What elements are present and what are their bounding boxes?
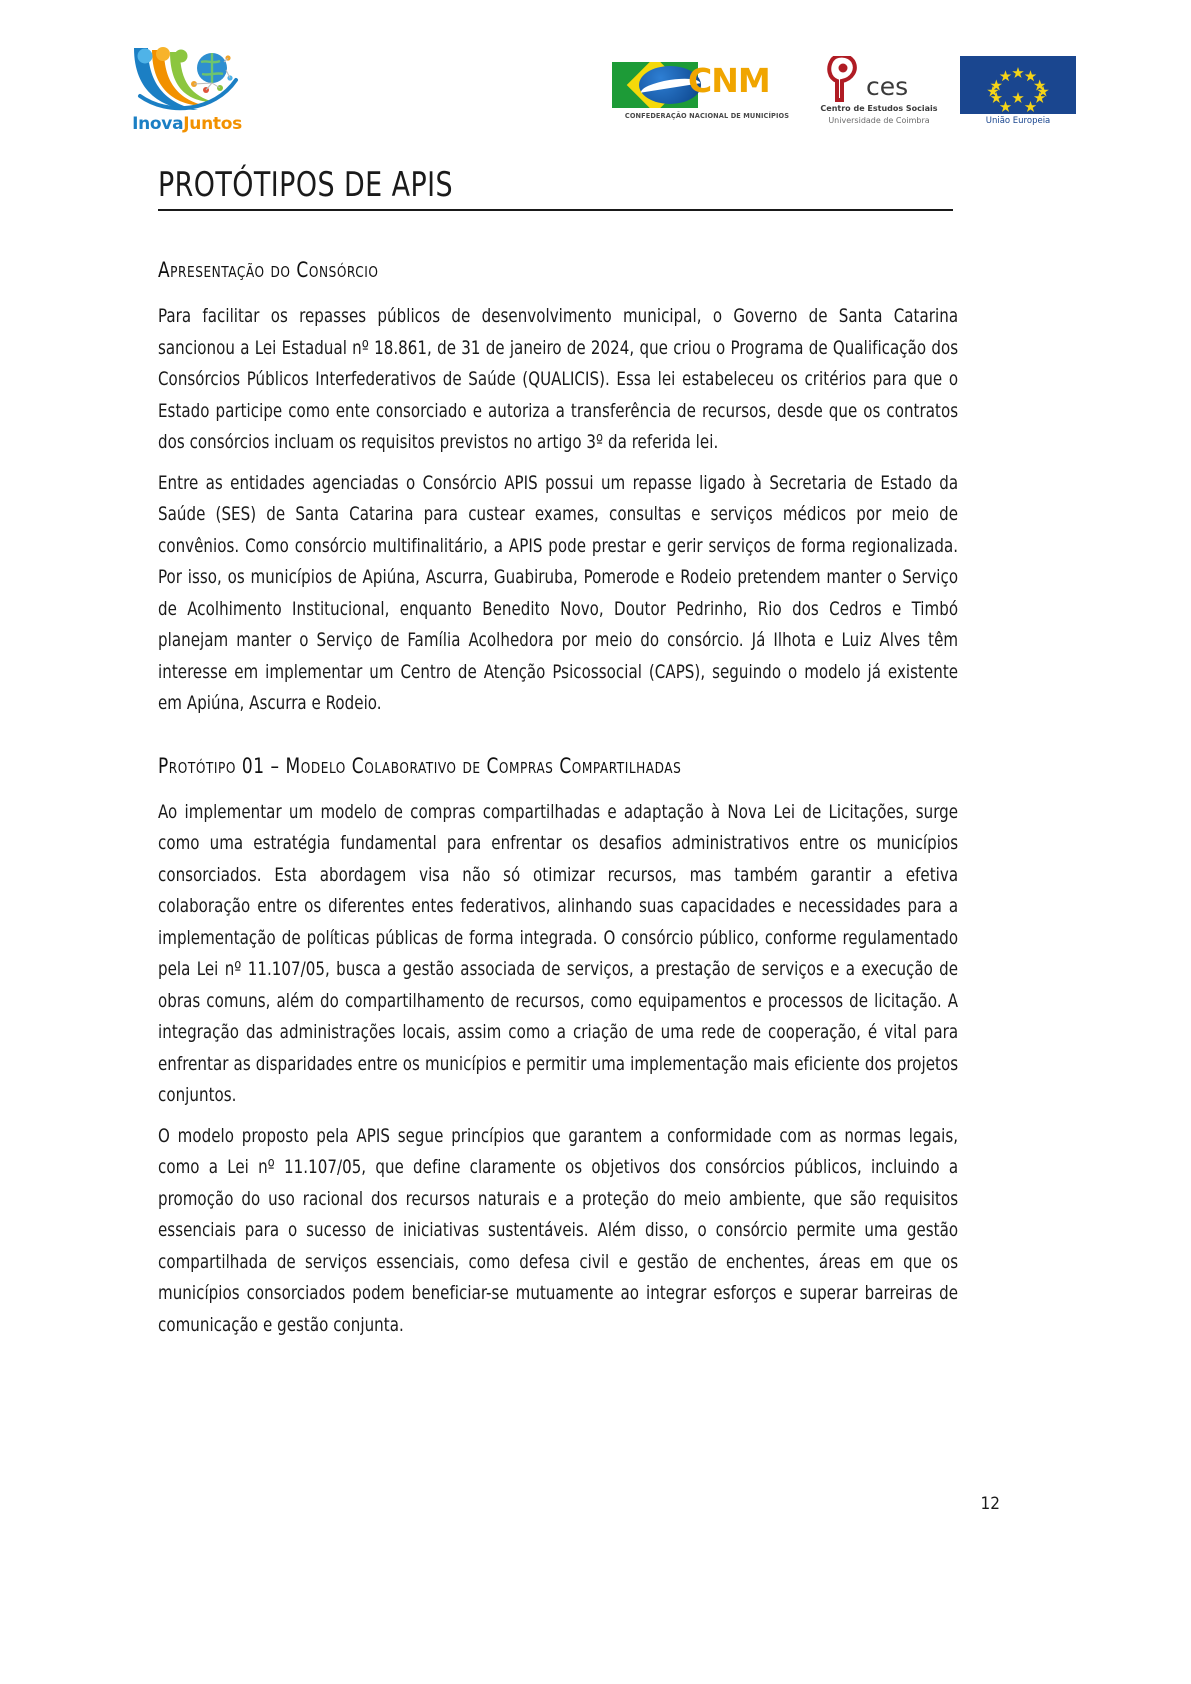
paragraph: O modelo proposto pela APIS segue princípios que garantem a conformidade com as normas legais, como a Lei nº 11.107/05, que define claramente os objetivos dos consórcios públicos, incluindo a promoção do uso racional dos recursos naturais e a proteção do meio ambiente, que são requisitos essenciais para o sucesso de iniciativas sustentáveis. Além disso, o consórcio permite uma gestão compartilhada de serviços essenciais, como defesa civil e gestão de enchentes, áreas em que os municípios consorciados podem beneficiar-se mutuamente ao integrar esforços e superar barreiras de comunicação e gestão conjunta. xyxy=(158,1125,959,1336)
cnm-acronym: CNM xyxy=(688,61,770,100)
ces-line-2: Universidade de Coimbra xyxy=(828,116,930,125)
section-heading-apresentacao: Apresentação do Consórcio xyxy=(158,258,379,282)
section-heading-prototipo-01: Protótipo 01 – Modelo Colaborativo de Compras Compartilhadas xyxy=(158,753,682,778)
paragraph: Para facilitar os repasses públicos de desenvolvimento municipal, o Governo de Santa Catarina sancionou a Lei Estadual nº 18.861, de 31 de janeiro de 2024, que criou o Programa de Qualificação dos Consórcios Públicos Interfederativos de Saúde (QUALICIS). Essa lei estabeleceu os critérios para que o Estado participe como ente consorciado e autoriza a transferência de recursos, desde que os contratos dos consórcios incluam os requisitos previstos no artigo 3º da referida lei. xyxy=(158,306,959,454)
eu-flag-icon xyxy=(960,56,1076,114)
ces-line-1: Centro de Estudos Sociais xyxy=(820,104,938,113)
paragraph: Ao implementar um modelo de compras compartilhadas e adaptação à Nova Lei de Licitações, surge como uma estratégia fundamental para enfrentar os desafios administrativos entre os municípios consorciados. Esta abordagem visa não só otimizar recursos, mas também garantir a efetiva colaboração entre os diferentes entes federativos, alinhando suas capacidades e necessidades para a implementação de políticas públicas de forma integrada. O consórcio público, conforme regulamentado pela Lei nº 11.107/05, busca a gestão associada de serviços, a prestação de serviços e a execução de obras comuns, além do compartilhamento de recursos, como equipamentos e processos de licitação. A integração das administrações locais, assim como a criação de uma rede de cooperação, é vital para enfrentar as disparidades entre os municípios e permitir uma implementação mais eficiente dos projetos conjuntos. xyxy=(158,801,959,1107)
page-title: PROTÓTIPOS DE APIS xyxy=(158,165,454,205)
document-content xyxy=(158,236,958,1341)
inova-word-part-1: Inova xyxy=(132,114,184,134)
european-union-logo xyxy=(960,56,1080,134)
eu-label: União Europeia xyxy=(985,116,1051,126)
header-logo-band xyxy=(0,0,1191,150)
ces-acronym: ces xyxy=(866,72,909,101)
inovajuntos-logo xyxy=(128,40,246,140)
paragraph: Entre as entidades agenciadas o Consórcio APIS possui um repasse ligado à Secretaria de Estado da Saúde (SES) de Santa Catarina para custear exames, consultas e serviços médicos por meio de convênios. Como consórcio multifinalitário, a APIS pode prestar e gerir serviços de forma regionalizada. Por isso, os municípios de Apiúna, Ascurra, Guabiruba, Pomerode e Rodeio pretendem manter o Serviço de Acolhimento Institucional, enquanto Benedito Novo, Doutor Pedrinho, Rio dos Cedros e Timbó planejam manter o Serviço de Família Acolhedora por meio do consórcio. Já Ilhota e Luiz Alves têm interesse em implementar um Centro de Atenção Psicossocial (CAPS), seguindo o modelo já existente em Apiúna, Ascurra e Rodeio. xyxy=(158,472,959,715)
page-number: 12 xyxy=(980,1494,1000,1514)
inovajuntos-mark-icon xyxy=(128,40,246,114)
cnm-subtitle: CONFEDERAÇÃO NACIONAL DE MUNICÍPIOS xyxy=(624,112,790,120)
inova-word-part-2: Juntos xyxy=(183,114,242,134)
ces-mark-icon xyxy=(826,56,862,107)
cnm-logo xyxy=(612,62,802,124)
inovajuntos-wordmark xyxy=(128,114,246,134)
title-underline-rule xyxy=(158,209,953,211)
ces-logo xyxy=(818,56,940,130)
